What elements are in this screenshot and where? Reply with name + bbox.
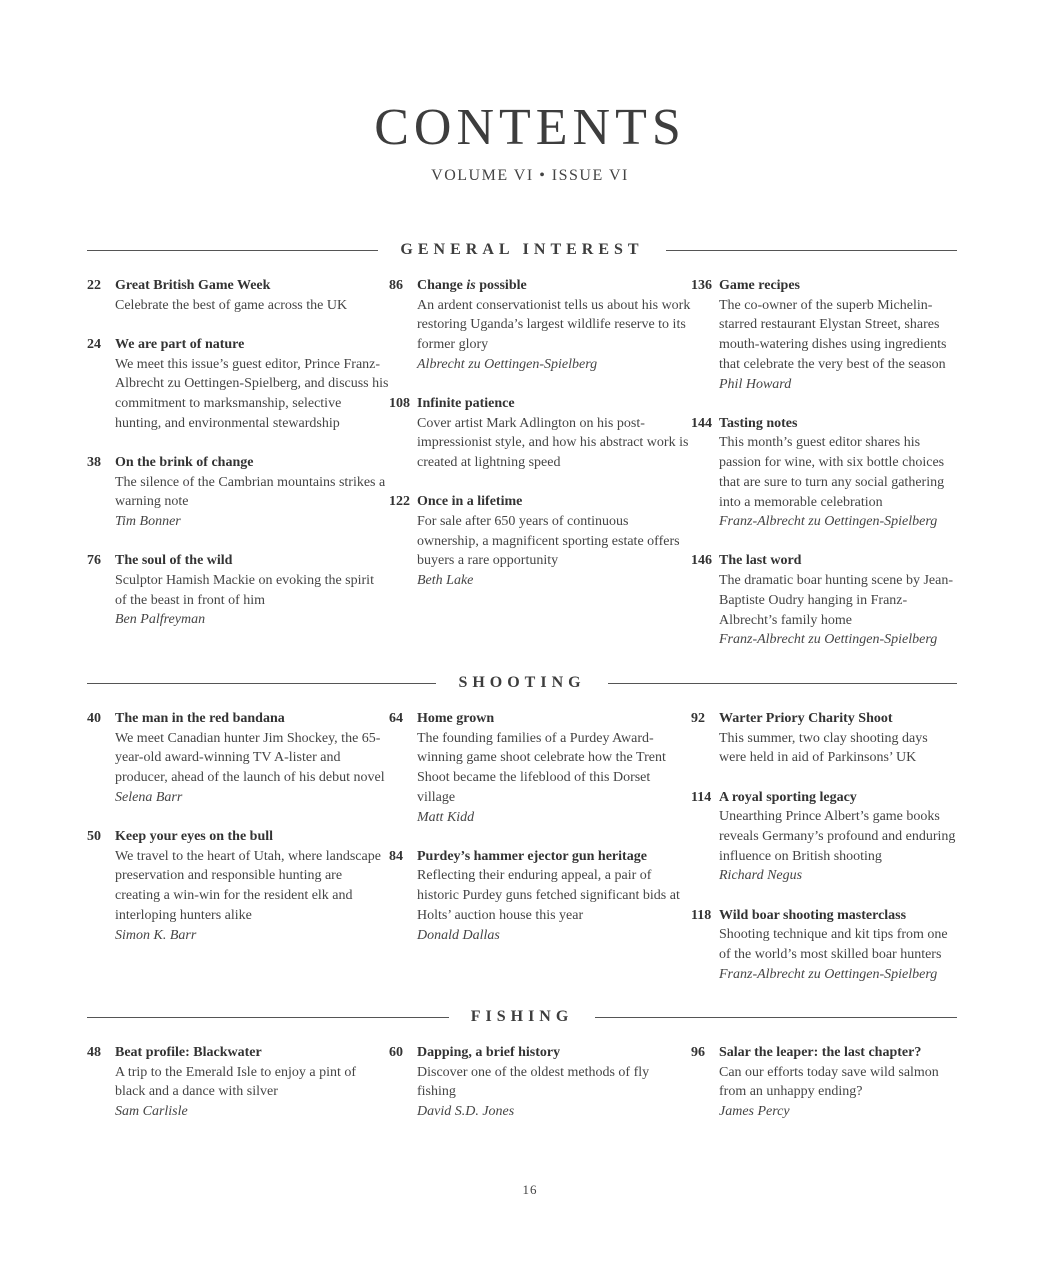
divider-rule [595,1017,957,1018]
entry-description: We meet Canadian hunter Jim Shockey, the 65-year-old award-winning TV A-lister and producer, ahead of the launch of his debut novel [115,730,385,786]
entry-title: Dapping, a brief history [417,1045,561,1060]
entry-description: The dramatic boar hunting scene by Jean-Baptiste Oudry hanging in Franz-Albrecht’s family home [719,573,954,628]
toc-entry[interactable] [691,414,957,532]
toc-column [389,1043,691,1141]
entry-description: This month’s guest editor shares his passion for wine, with six bottle choices that are sure to turn any social gathering into a memorable celebration [719,435,945,510]
entry-page-number: 86 [389,278,403,293]
entry-description: For sale after 650 years of continuous ownership, a magnificent sporting estate offers buyers a rare opportunity [417,514,680,569]
entry-author: Franz-Albrecht zu Oettingen-Spielberg [719,632,938,648]
entry-author: Ben Palfreyman [115,612,206,628]
entry-description: Cover artist Mark Adlington on his post-impressionist style, and how his abstract work is created at lightning speed [417,415,689,471]
entry-title-emphasis: is [466,278,476,293]
entry-title: Beat profile: Blackwater [115,1045,262,1060]
entry-title: The soul of the wild [115,553,233,569]
entry-page-number: 122 [389,494,410,510]
divider-rule [608,683,957,684]
entry-description: Discover one of the oldest methods of fly fishing [417,1064,650,1100]
entry-description: The co-owner of the superb Michelin-starred restaurant Elystan Street, shares mouth-watering dishes using ingredients that celebrate the very best of the season [719,297,947,372]
toc-column [87,1043,389,1141]
entry-title: Infinite patience [417,396,515,412]
entry-page-number: 114 [691,789,712,805]
entry-title: Game recipes [719,278,800,293]
entry-page-number: 38 [87,454,101,470]
entry-description: Celebrate the best of game across the UK [115,297,348,313]
toc-column [389,709,691,1004]
toc-entry[interactable] [87,709,389,808]
divider-rule [87,1017,449,1018]
section-heading [87,1005,957,1029]
entry-title-part: possible [475,278,527,293]
entry-page-number: 48 [87,1045,101,1060]
section-general-interest [87,238,957,669]
entry-page-number: 144 [691,415,712,431]
toc-column [87,276,389,669]
toc-entry[interactable] [691,906,957,985]
toc-entry[interactable] [87,827,389,945]
section-label: GENERAL INTEREST [400,241,644,258]
section-label: SHOOTING [458,674,586,691]
toc-entry[interactable] [691,551,957,650]
entry-title: Warter Priory Charity Shoot [719,711,893,726]
entry-author: Selena Barr [115,789,183,805]
entry-description: A trip to the Emerald Isle to enjoy a pint of black and a dance with silver [115,1064,357,1100]
entry-page-number: 76 [87,553,101,569]
entry-author: Tim Bonner [115,514,181,530]
toc-entry[interactable] [691,709,957,768]
toc-entry[interactable] [87,1043,389,1122]
toc-column [87,709,389,1004]
toc-entry[interactable] [87,335,389,434]
entry-title: The man in the red bandana [115,711,285,726]
entry-author: Franz-Albrecht zu Oettingen-Spielberg [719,966,938,982]
entry-title: The last word [719,553,802,569]
entry-page-number: 96 [691,1045,705,1060]
section-heading [87,238,957,262]
toc-entry[interactable] [389,276,691,375]
issue-subtitle: VOLUME VI • ISSUE VI [431,167,629,184]
entry-author: Franz-Albrecht zu Oettingen-Spielberg [719,514,938,530]
entry-page-number: 136 [691,278,712,293]
entry-page-number: 64 [389,711,403,726]
entry-author: Simon K. Barr [115,927,197,943]
entry-title-part: Change [417,278,467,293]
toc-entry[interactable] [87,276,389,315]
page-number: 16 [522,1182,538,1197]
entry-description: The silence of the Cambrian mountains strikes a warning note [115,474,386,510]
entry-title: A royal sporting legacy [719,789,857,805]
section-label: FISHING [470,1008,574,1025]
entry-description: We meet this issue’s guest editor, Prince Franz-Albrecht zu Oettingen-Spielberg, and discuss his commitment to marksmanship, selective hunting, and environmental stewardship [115,356,389,431]
entry-description: Reflecting their enduring appeal, a pair of historic Purdey guns fetched significant bids at Holts’ auction house this year [417,868,680,923]
toc-entry[interactable] [389,1043,691,1122]
entry-title: Salar the leaper: the last chapter? [719,1045,922,1060]
entry-page-number: 118 [691,907,712,923]
divider-rule [666,250,957,251]
entry-page-number: 92 [691,711,705,726]
entry-description: Sculptor Hamish Mackie on evoking the spirit of the beast in front of him [115,572,374,608]
entry-author: Matt Kidd [417,809,475,825]
entry-description: An ardent conservationist tells us about his work restoring Uganda’s largest wildlife reserve to its former glory [417,297,691,353]
toc-entry[interactable] [691,276,957,394]
entry-description: We travel to the heart of Utah, where landscape preservation and responsible hunting are creating a win-win for the resident elk and interloping hunters alike [115,848,381,923]
entry-title: Tasting notes [719,415,798,431]
entry-title: Once in a lifetime [417,494,523,510]
toc-entry[interactable] [87,453,389,532]
toc-column [389,276,691,669]
divider-rule [87,683,436,684]
entry-title: Wild boar shooting masterclass [719,907,907,923]
divider-rule [87,250,378,251]
entry-page-number: 146 [691,553,712,569]
toc-entry[interactable] [389,492,691,591]
entry-page-number: 108 [389,396,410,412]
toc-column [691,709,957,1004]
toc-entry[interactable] [691,1043,957,1122]
toc-entry[interactable] [389,847,691,946]
entry-title: Great British Game Week [115,278,271,293]
toc-entry[interactable] [389,394,691,473]
entry-description: This summer, two clay shooting days were held in aid of Parkinsons’ UK [719,730,928,766]
entry-title [417,276,691,296]
entry-description: The founding families of a Purdey Award-winning game shoot celebrate how the Trent Shoot became the lifeblood of this Dorset village [417,730,666,805]
entry-author: Richard Negus [719,868,803,884]
entry-description: Unearthing Prince Albert’s game books reveals Germany’s profound and enduring influence on British shooting [719,809,956,864]
page-title: CONTENTS [374,99,686,156]
section-shooting [87,671,957,1004]
entry-page-number: 40 [87,711,101,726]
entry-page-number: 60 [389,1045,403,1060]
toc-column [691,276,957,669]
entry-page-number: 84 [389,848,403,864]
entry-title: Home grown [417,711,495,726]
entry-author: Sam Carlisle [115,1104,188,1120]
entry-description: Shooting technique and kit tips from one of the world’s most skilled boar hunters [719,927,948,963]
entry-page-number: 24 [87,336,101,352]
entry-title: Keep your eyes on the bull [115,829,274,845]
entry-author: Beth Lake [417,573,474,589]
entry-page-number: 50 [87,829,101,845]
entry-title: Purdey’s hammer ejector gun heritage [417,848,647,864]
entry-author: Albrecht zu Oettingen-Spielberg [417,356,598,372]
entry-author: David S.D. Jones [417,1104,515,1120]
entry-description: Can our efforts today save wild salmon from an unhappy ending? [719,1064,939,1100]
toc-entry[interactable] [87,551,389,630]
entry-author: Phil Howard [719,376,792,392]
section-heading [87,671,957,695]
entry-page-number: 22 [87,278,101,293]
toc-column [691,1043,957,1141]
entry-title: On the brink of change [115,454,254,470]
section-fishing [87,1005,957,1141]
toc-entry[interactable] [691,788,957,887]
entry-author: James Percy [719,1104,790,1120]
toc-entry[interactable] [389,709,691,827]
entry-author: Donald Dallas [417,927,500,943]
entry-title: We are part of nature [115,336,245,352]
